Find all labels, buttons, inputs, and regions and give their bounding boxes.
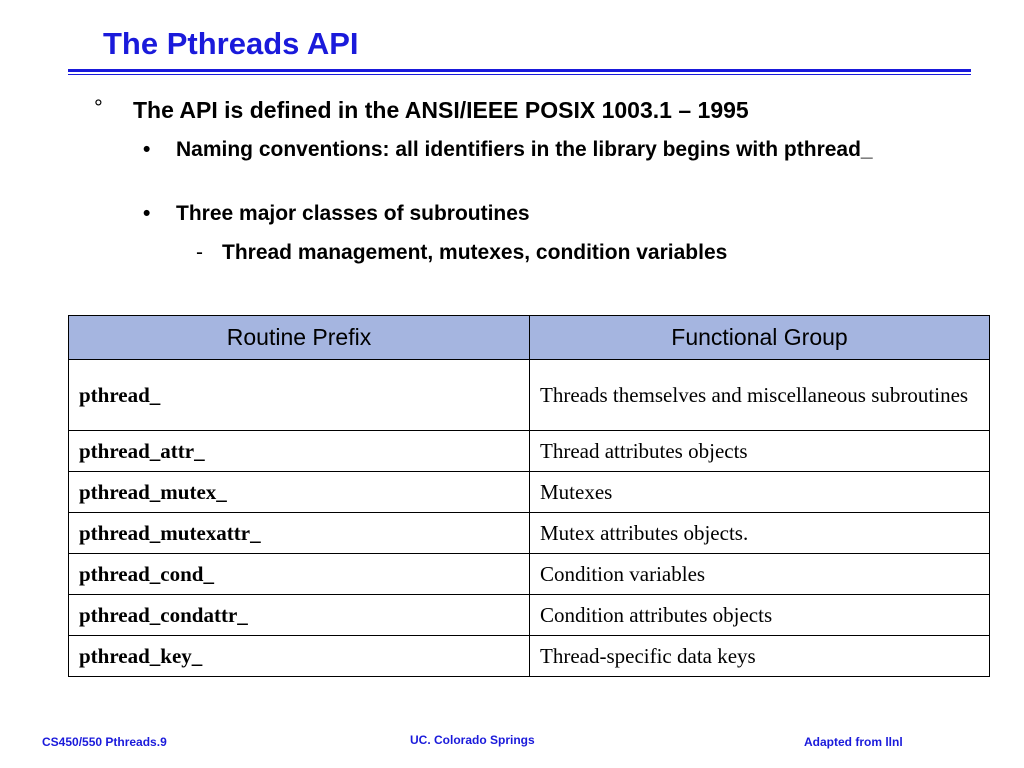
- title-rule-thick: [68, 69, 971, 72]
- table-header-row: [69, 316, 990, 360]
- table-row: [69, 431, 990, 472]
- routine-prefix-cell: pthread_key_: [69, 636, 530, 677]
- level1-bullet-mark: °: [94, 95, 103, 120]
- table-row: [69, 472, 990, 513]
- header-routine-prefix: Routine Prefix: [69, 316, 530, 360]
- functional-group-cell: Mutexes: [530, 472, 990, 513]
- bullet-api-definition-text: The API is defined in the ANSI/IEEE POSIX 1003.1 – 1995: [133, 97, 749, 123]
- bullet-subroutine-classes-detail-text: Thread management, mutexes, condition variables: [222, 241, 728, 264]
- routine-prefix-cell: pthread_cond_: [69, 554, 530, 595]
- functional-group-cell: Mutex attributes objects.: [530, 513, 990, 554]
- footer-slide-number: CS450/550 Pthreads.9: [42, 735, 167, 749]
- title-rule-thin: [68, 74, 971, 75]
- table-row: [69, 360, 990, 431]
- table-row: [69, 595, 990, 636]
- functional-group-cell: Condition attributes objects: [530, 595, 990, 636]
- table-row: [69, 554, 990, 595]
- routine-prefix-cell: pthread_condattr_: [69, 595, 530, 636]
- routine-prefix-table: [68, 315, 990, 677]
- routine-prefix-cell: pthread_mutexattr_: [69, 513, 530, 554]
- level2-bullet-mark: •: [143, 138, 151, 161]
- routine-prefix-cell: pthread_attr_: [69, 431, 530, 472]
- footer-attribution: Adapted from llnl: [804, 735, 903, 749]
- table-row: [69, 636, 990, 677]
- functional-group-cell: Thread-specific data keys: [530, 636, 990, 677]
- slide-title: The Pthreads API: [103, 26, 359, 61]
- functional-group-cell: Threads themselves and miscellaneous subroutines: [530, 360, 990, 431]
- level3-bullet-mark: -: [196, 241, 203, 264]
- level2-bullet-mark: •: [143, 202, 151, 225]
- functional-group-cell: Thread attributes objects: [530, 431, 990, 472]
- table-row: [69, 513, 990, 554]
- header-functional-group: Functional Group: [530, 316, 990, 360]
- bullet-naming-conventions-text: Naming conventions: all identifiers in the library begins with pthread_: [176, 138, 873, 161]
- functional-group-cell: Condition variables: [530, 554, 990, 595]
- footer-institution: UC. Colorado Springs: [410, 733, 535, 747]
- routine-prefix-cell: pthread_: [69, 360, 530, 431]
- routine-prefix-cell: pthread_mutex_: [69, 472, 530, 513]
- bullet-subroutine-classes-text: Three major classes of subroutines: [176, 202, 530, 225]
